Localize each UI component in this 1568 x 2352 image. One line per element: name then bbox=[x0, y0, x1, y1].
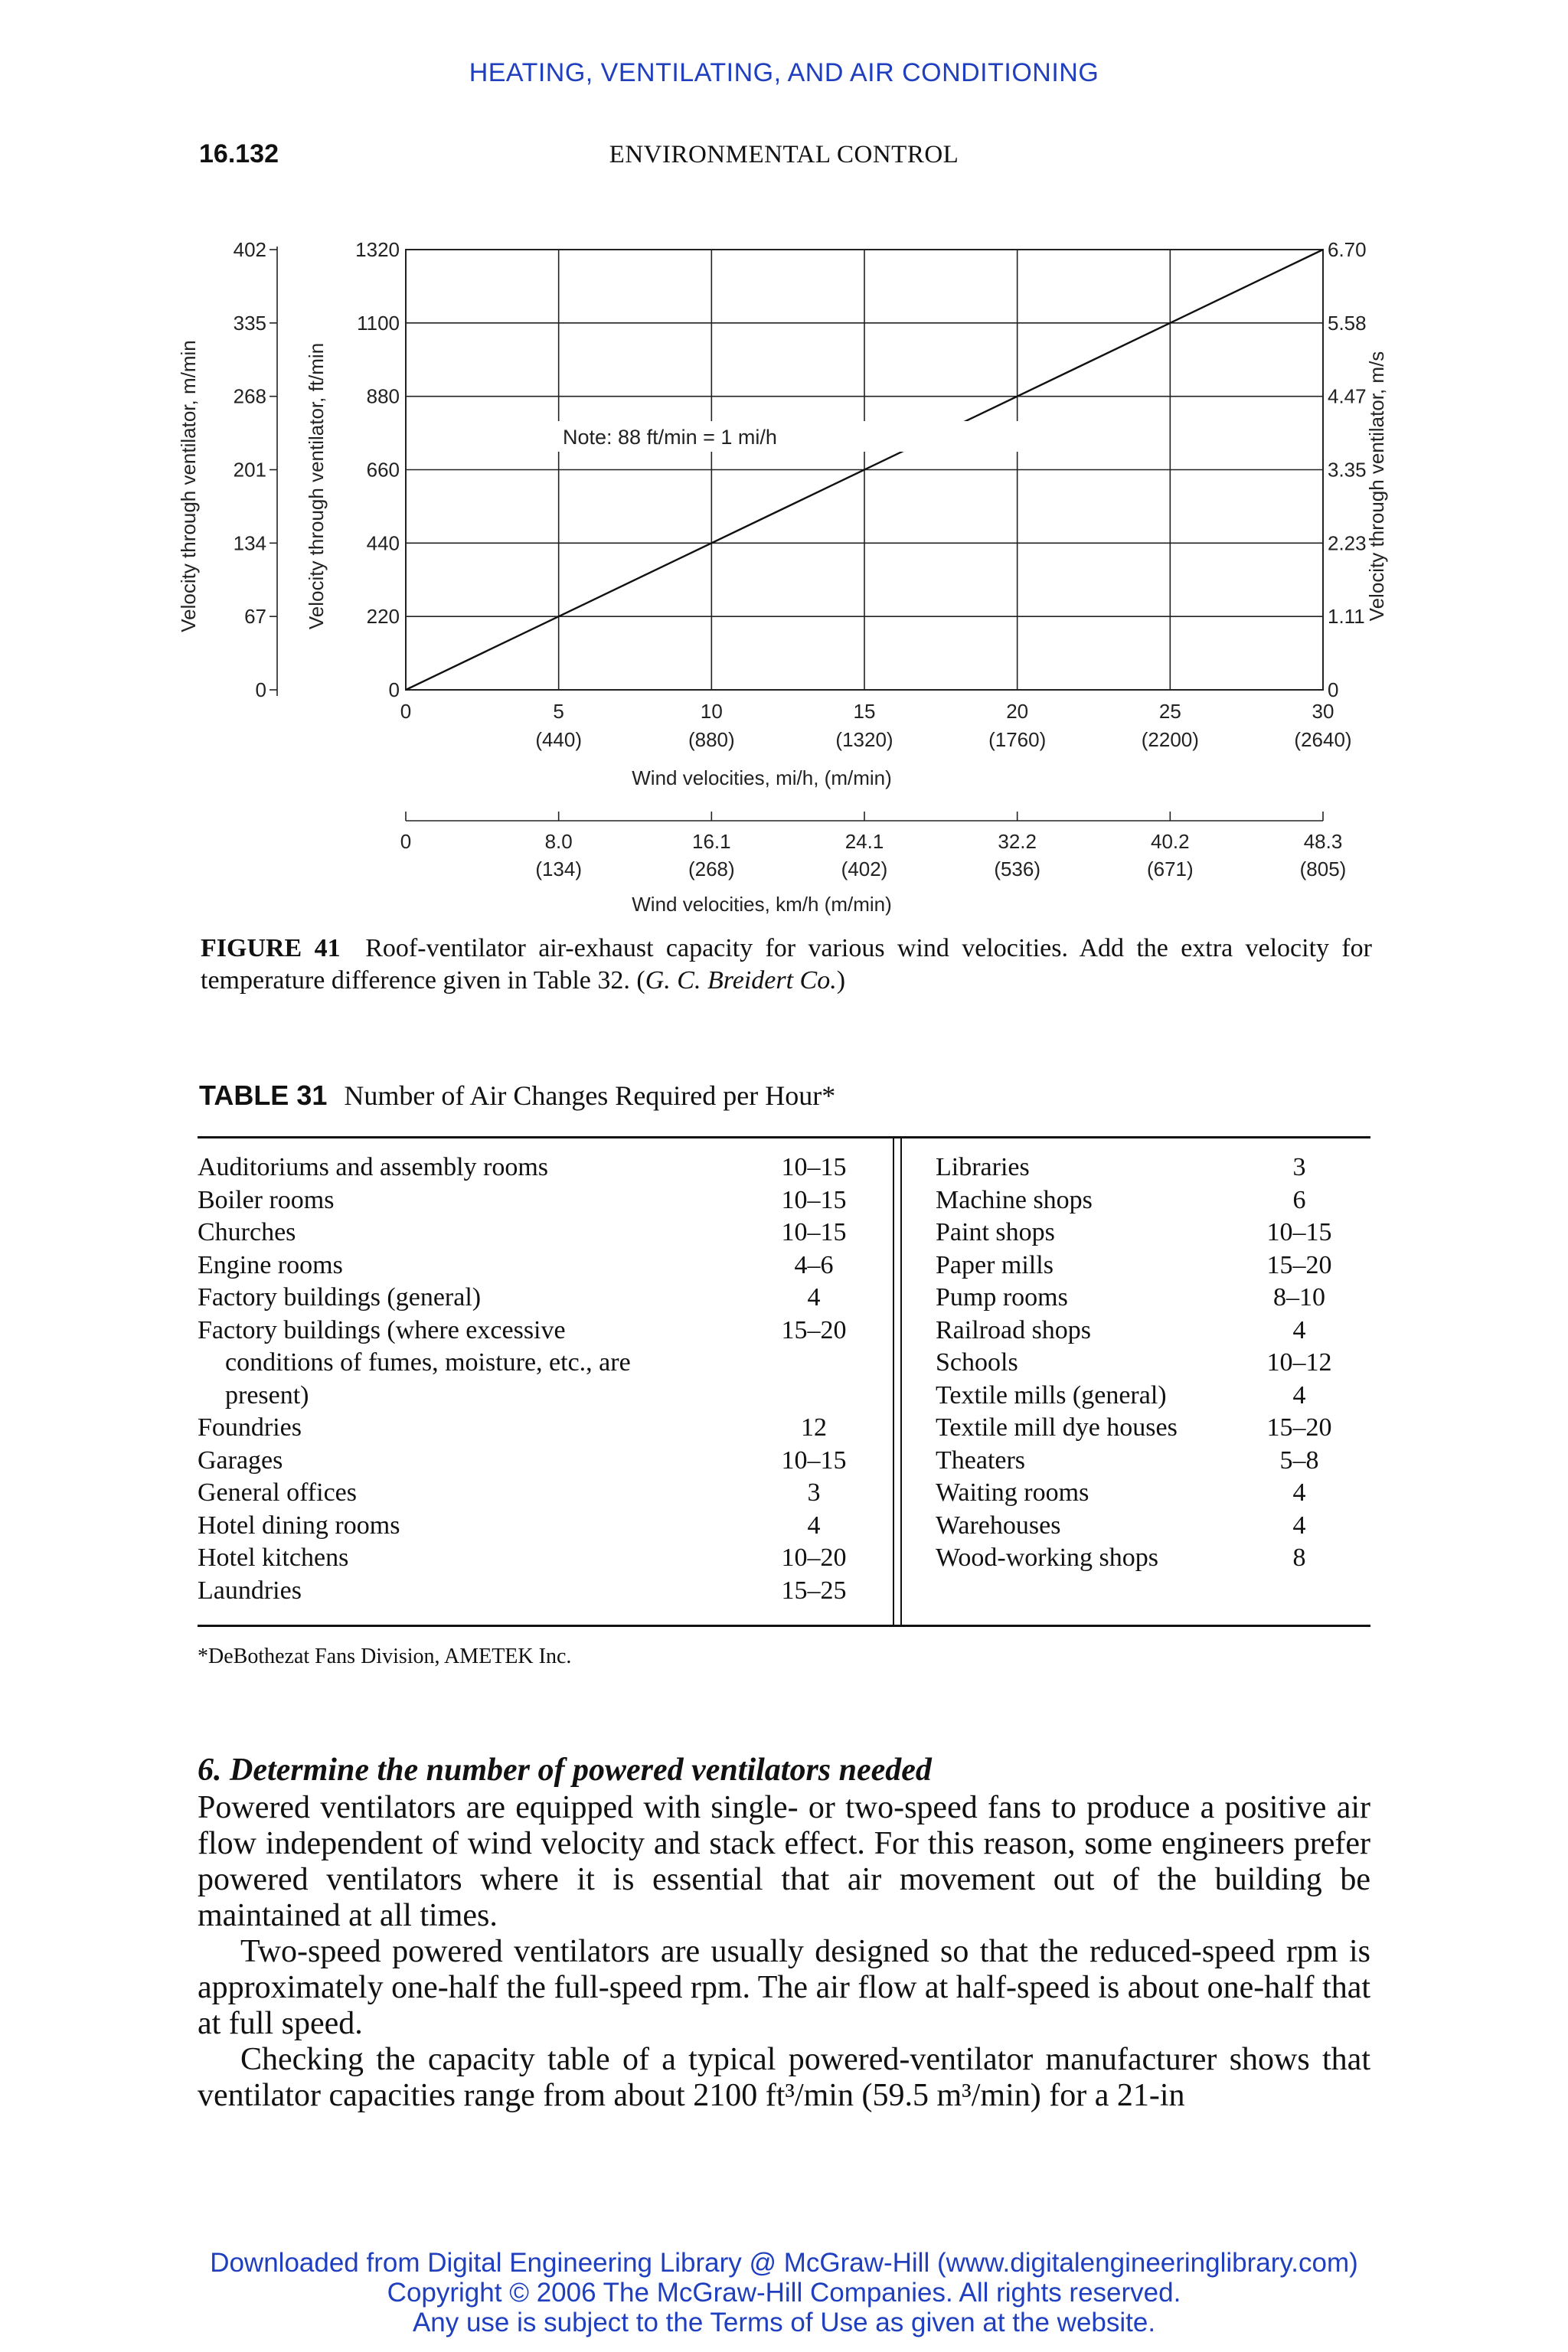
table-cell-changes: 15–25 bbox=[781, 1576, 847, 1605]
x-tick-sublabel: (440) bbox=[535, 728, 583, 751]
y-right-tick-label: 1.11 bbox=[1328, 605, 1365, 629]
table-row bbox=[198, 1347, 871, 1380]
table-cell-space: Boiler rooms bbox=[198, 1185, 335, 1214]
table-cell-space: Auditoriums and assembly rooms bbox=[198, 1153, 549, 1181]
table-cell-space: Pump rooms bbox=[936, 1283, 1068, 1312]
footer-download-link[interactable]: Downloaded from Digital Engineering Library @ McGraw-Hill (www.digitalengineeringlibrary.com) bbox=[210, 2248, 1358, 2278]
table-cell-changes: 4 bbox=[1292, 1315, 1306, 1344]
x-axis-label: Wind velocities, mi/h, (m/min) bbox=[632, 766, 892, 789]
table-divider-left bbox=[893, 1138, 894, 1625]
y-outer-tick-label: 402 bbox=[233, 238, 266, 261]
y-right-tick-label: 6.70 bbox=[1328, 238, 1367, 261]
figure-caption-source: G. C. Breidert Co. bbox=[645, 966, 837, 995]
figure-label: FIGURE 41 bbox=[201, 934, 341, 962]
table-row bbox=[198, 1282, 871, 1315]
y-inner-tick-label: 220 bbox=[366, 605, 400, 629]
table-row bbox=[198, 1250, 871, 1282]
table-row bbox=[936, 1412, 1357, 1445]
y-inner-tick-label: 0 bbox=[388, 678, 400, 701]
table-cell-space: Laundries bbox=[198, 1576, 302, 1605]
table-cell-changes: 15–20 bbox=[1266, 1413, 1332, 1442]
table-cell-space: Warehouses bbox=[936, 1511, 1061, 1540]
table-cell-changes: 10–12 bbox=[1266, 1348, 1332, 1377]
table-cell-changes: 15–20 bbox=[1266, 1250, 1332, 1279]
table-row bbox=[936, 1445, 1357, 1478]
x2-tick-sublabel: (268) bbox=[688, 858, 735, 880]
footer-copyright: Copyright © 2006 The McGraw-Hill Companies. All rights reserved. bbox=[387, 2278, 1181, 2308]
x2-tick-sublabel: (402) bbox=[841, 858, 888, 880]
table-row bbox=[936, 1250, 1357, 1282]
table-top-rule bbox=[198, 1136, 1370, 1138]
page-number: 16.132 bbox=[199, 139, 279, 168]
figure-caption bbox=[201, 933, 1372, 997]
y-right-tick-label: 5.58 bbox=[1328, 311, 1367, 335]
table-cell-space: Wood-working shops bbox=[936, 1544, 1158, 1572]
table-cell-space: General offices bbox=[198, 1478, 357, 1507]
table-row bbox=[936, 1282, 1357, 1315]
table-cell-changes: 10–15 bbox=[781, 1153, 847, 1181]
table-cell-changes: 3 bbox=[807, 1478, 821, 1507]
table-cell-changes: 10–15 bbox=[781, 1185, 847, 1214]
y-outer-tick-label: 0 bbox=[255, 678, 266, 701]
running-head: HEATING, VENTILATING, AND AIR CONDITIONING bbox=[469, 58, 1099, 87]
table-bottom-rule bbox=[198, 1625, 1370, 1627]
y-right-tick-label: 4.47 bbox=[1328, 384, 1367, 408]
paragraph-2: Two-speed powered ventilators are usually designed so that the reduced-speed rpm is approximately one-half the full-speed rpm. The air flow at half-speed is about one-half that at full speed. bbox=[198, 1934, 1370, 2041]
table-row bbox=[936, 1477, 1357, 1510]
table-cell-changes: 4 bbox=[1292, 1511, 1306, 1540]
step-heading: 6. Determine the number of powered ventilators needed bbox=[198, 1753, 932, 1788]
y-right-tick-label: 3.35 bbox=[1328, 458, 1367, 482]
y-outer-tick-label: 335 bbox=[233, 311, 266, 335]
table-cell-changes: 10–20 bbox=[781, 1544, 847, 1572]
table-row bbox=[198, 1575, 871, 1608]
left-outer-axis-label: Velocity through ventilator, m/min bbox=[177, 340, 200, 632]
figure-caption-end: ) bbox=[836, 966, 846, 995]
table-cell-changes: 8 bbox=[1292, 1544, 1306, 1572]
table-number: TABLE 31 bbox=[199, 1080, 328, 1111]
x2-tick-sublabel: (805) bbox=[1299, 858, 1347, 880]
ventilator-capacity-chart bbox=[153, 222, 1393, 926]
table-cell-space: Theaters bbox=[936, 1446, 1026, 1475]
table-cell-space: Churches bbox=[198, 1218, 296, 1246]
table-row bbox=[198, 1510, 871, 1543]
table-row bbox=[936, 1217, 1357, 1250]
table-row bbox=[936, 1347, 1357, 1380]
table-row bbox=[936, 1315, 1357, 1348]
table-row bbox=[198, 1477, 871, 1510]
table-footnote: *DeBothezat Fans Division, AMETEK Inc. bbox=[198, 1645, 572, 1668]
table-cell-space: Hotel kitchens bbox=[198, 1544, 349, 1572]
table-cell-space: Textile mill dye houses bbox=[936, 1413, 1178, 1442]
y-inner-tick-label: 1320 bbox=[355, 238, 400, 261]
table-row bbox=[936, 1510, 1357, 1543]
table-title bbox=[199, 1080, 835, 1112]
table-cell-space: Machine shops bbox=[936, 1185, 1093, 1214]
x2-tick-label: 32.2 bbox=[998, 830, 1037, 853]
table-cell-space: Textile mills (general) bbox=[936, 1380, 1167, 1410]
table-row bbox=[198, 1152, 871, 1184]
y-outer-tick-label: 67 bbox=[244, 605, 266, 629]
table-cell-changes: 15–20 bbox=[781, 1315, 847, 1344]
table-row bbox=[936, 1380, 1357, 1413]
x2-axis-label: Wind velocities, km/h (m/min) bbox=[632, 893, 892, 916]
table-cell-space: Railroad shops bbox=[936, 1315, 1092, 1344]
x2-tick-label: 40.2 bbox=[1151, 830, 1190, 853]
table-cell-space: present) bbox=[225, 1380, 309, 1410]
y-right-tick-label: 0 bbox=[1328, 678, 1339, 701]
table-row bbox=[198, 1412, 871, 1445]
table-cell-changes: 4 bbox=[1292, 1380, 1306, 1410]
x-tick-label: 30 bbox=[1312, 700, 1334, 723]
x2-tick-label: 24.1 bbox=[844, 830, 884, 853]
table-cell-changes: 3 bbox=[1292, 1153, 1306, 1181]
table-cell-changes: 4 bbox=[807, 1283, 821, 1312]
table-cell-space: Paper mills bbox=[936, 1250, 1054, 1279]
table-row bbox=[198, 1542, 871, 1575]
chart-note: Note: 88 ft/min = 1 mi/h bbox=[563, 426, 777, 449]
y-inner-tick-label: 880 bbox=[366, 384, 400, 408]
table-cell-space: Schools bbox=[936, 1348, 1018, 1377]
paragraph-1: Powered ventilators are equipped with single- or two-speed fans to produce a positive air flow independent of wind velocity and stack effect. For this reason, some engineers prefer powered ventilators where it is essential that air movement out of the building be maintained at all times. bbox=[198, 1790, 1370, 1933]
x2-tick-label: 0 bbox=[400, 830, 412, 853]
table-row bbox=[936, 1152, 1357, 1184]
y-outer-tick-label: 201 bbox=[233, 458, 266, 482]
table-cell-changes: 4 bbox=[807, 1511, 821, 1540]
table-cell-space: Waiting rooms bbox=[936, 1478, 1089, 1507]
x-tick-sublabel: (880) bbox=[688, 728, 735, 751]
table-row bbox=[198, 1445, 871, 1478]
table-cell-space: Factory buildings (where excessive bbox=[198, 1315, 566, 1344]
table-row bbox=[936, 1542, 1357, 1575]
figure-caption-text: Roof-ventilator air-exhaust capacity for various wind velocities. Add the extra velocity for temperature difference given in Table 32. ( bbox=[201, 934, 1373, 995]
x-tick-label: 0 bbox=[400, 700, 412, 723]
table-row bbox=[198, 1315, 871, 1348]
table-cell-changes: 4–6 bbox=[794, 1250, 834, 1279]
table-cell-space: Garages bbox=[198, 1446, 283, 1475]
x-tick-label: 15 bbox=[853, 700, 876, 723]
table-right-column bbox=[936, 1152, 1357, 1575]
table-cell-changes: 10–15 bbox=[1266, 1218, 1332, 1246]
table-cell-space: Libraries bbox=[936, 1153, 1030, 1181]
table-cell-space: Factory buildings (general) bbox=[198, 1283, 482, 1312]
x2-tick-label: 8.0 bbox=[544, 830, 573, 853]
x2-tick-label: 16.1 bbox=[692, 830, 731, 853]
table-cell-changes bbox=[756, 1347, 871, 1380]
table-cell-space: Foundries bbox=[198, 1413, 302, 1442]
table-cell-changes: 4 bbox=[1292, 1478, 1306, 1507]
y-inner-tick-label: 1100 bbox=[357, 311, 400, 335]
y-outer-tick-label: 134 bbox=[233, 531, 266, 555]
x-tick-label: 10 bbox=[700, 700, 723, 723]
x-tick-sublabel: (1320) bbox=[835, 728, 893, 751]
y-outer-tick-label: 268 bbox=[233, 384, 266, 408]
x-tick-sublabel: (2200) bbox=[1141, 728, 1199, 751]
y-inner-tick-label: 440 bbox=[366, 531, 400, 555]
x-tick-label: 25 bbox=[1158, 700, 1181, 723]
x2-tick-sublabel: (536) bbox=[994, 858, 1041, 880]
table-cell-changes: 12 bbox=[801, 1413, 827, 1442]
table-cell-changes: 10–15 bbox=[781, 1446, 847, 1475]
table-row bbox=[198, 1380, 871, 1413]
table-left-column bbox=[198, 1152, 871, 1607]
right-axis-label: Velocity through ventilator, m/s bbox=[1365, 351, 1388, 622]
paragraph-3: Checking the capacity table of a typical powered-ventilator manufacturer shows that ventilator capacities range from about 2100 ft³/min (59.5 m³/min) for a 21-in bbox=[198, 2042, 1370, 2113]
x2-tick-label: 48.3 bbox=[1303, 830, 1343, 853]
y-right-tick-label: 2.23 bbox=[1328, 531, 1367, 555]
table-row bbox=[198, 1184, 871, 1217]
table-cell-space: Paint shops bbox=[936, 1218, 1055, 1246]
table-cell-space: Hotel dining rooms bbox=[198, 1511, 400, 1540]
table-cell-changes bbox=[756, 1380, 871, 1413]
table-row bbox=[936, 1184, 1357, 1217]
table-cell-space: Engine rooms bbox=[198, 1250, 343, 1279]
table-caption: Number of Air Changes Required per Hour* bbox=[344, 1080, 836, 1111]
x2-tick-sublabel: (134) bbox=[535, 858, 583, 880]
x-tick-label: 5 bbox=[553, 700, 564, 723]
x-tick-sublabel: (2640) bbox=[1294, 728, 1352, 751]
table-cell-changes: 6 bbox=[1292, 1185, 1306, 1214]
y-inner-tick-label: 660 bbox=[366, 458, 400, 482]
table-cell-changes: 10–15 bbox=[781, 1218, 847, 1246]
left-inner-axis-label: Velocity through ventilator, ft/min bbox=[305, 342, 328, 630]
table-cell-changes: 5–8 bbox=[1279, 1446, 1319, 1475]
table-divider-right bbox=[900, 1138, 902, 1625]
table-cell-space: conditions of fumes, moisture, etc., are bbox=[225, 1348, 631, 1377]
footer-terms: Any use is subject to the Terms of Use as given at the website. bbox=[412, 2308, 1156, 2337]
x-tick-label: 20 bbox=[1006, 700, 1029, 723]
x-tick-sublabel: (1760) bbox=[988, 728, 1047, 751]
section-head: ENVIRONMENTAL CONTROL bbox=[609, 141, 959, 168]
table-cell-changes: 8–10 bbox=[1273, 1283, 1325, 1312]
table-row bbox=[198, 1217, 871, 1250]
x2-tick-sublabel: (671) bbox=[1146, 858, 1194, 880]
